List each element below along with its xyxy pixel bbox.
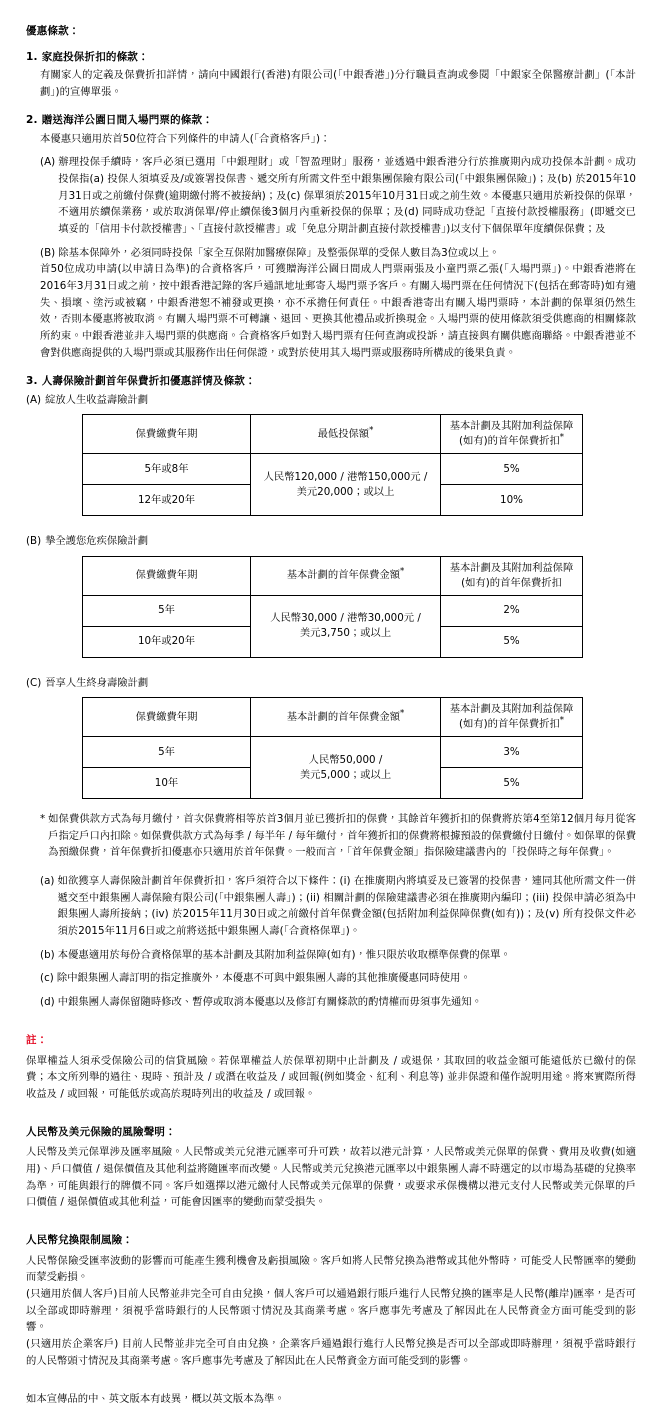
cell-first-year-premium: [251, 595, 441, 657]
rmb-risk-para-3: (只適用於企業客戶) 目前人民幣並非完全可自由兌換，企業客戶通過銀行進行人民幣兌換是否可以全部或即時辦理，須視乎當時銀行的人民幣頭寸情況及其商業考慮。客戶應事先考慮及了解因此在人民幣資金方面可能受到的影響。: [26, 1338, 636, 1367]
rate-table-c: [82, 697, 583, 799]
closing-statement: 如本宣傳品的中、英文版本有歧異，概以英文版本為準。: [26, 1393, 285, 1406]
header-discount-line1: 基本計劃及其附加利益保障: [449, 420, 574, 433]
subclause-a: [40, 873, 636, 940]
first-year-premium-line1: 人民幣50,000 /: [308, 753, 383, 766]
rmb-risk-para-1: 人民幣保險受匯率波動的影響而可能產生獲利機會及虧損風險。客戶如將人民幣兌換為港幣或其他外幣時，可能受人民幣匯率的變動而蒙受虧損。: [26, 1254, 636, 1284]
clause-a-body: 辦理投保手續時，客戶必須已選用「中銀理財」或「智盈理財」服務，並透過中銀香港分行於推廣期內成功投保本計劃。成功投保指(a) 投保人須填妥及/或簽署投保書、遞交所有所需文件至中銀集團保險有限公司(「中銀集團保險」)；及(b) 於2015年10月31日或之前繳付保費(逾期繳付將不被接納)；及(c) 保單須於2015年10月31日或之前生效。本優惠只適用於新投保的保單，不適用於續保業務，或於取消保單/停止續保後3個月內重新投保的保單；及(d) 同時成功登記「直接付款授權服務」(即遞交已填妥的「信用卡付款授權書」、「直接付款授權書」或「免息分期計劃直接付款授權書」)以支付下個保單年度續保保費；及: [58, 156, 636, 235]
cell-term: 5年或8年: [83, 454, 251, 485]
header-discount-line1: 基本計劃及其附加利益保障: [449, 703, 574, 716]
note-heading: 註：: [26, 1033, 48, 1046]
cell-term: 5年: [83, 595, 251, 626]
rmb-risk-para-2: (只適用於個人客戶)目前人民幣並非完全可自由兌換，個人客戶可以通過銀行賬戶進行人民幣兌換的匯率是人民幣(離岸)匯率，是否可以全部或即時辦理，須視乎當時銀行的人民幣頭寸情況及其商業考慮。客戶應事先考慮及了解因此在人民幣資金方面可能受到的影響。: [26, 1288, 636, 1334]
minimum-sum-line2: 美元20,000；或以上: [296, 485, 395, 498]
fx-risk-heading: 人民幣及美元保險的風險聲明：: [26, 1125, 176, 1138]
subclause-b-body: 本優惠適用於每份合資格保單的基本計劃及其附加利益保障(如有)，惟只限於收取標準保費的保單。: [57, 948, 511, 961]
note-body: 保單權益人須承受保險公司的信貸風險。若保單權益人於保單初期中止計劃及 / 或退保，其取回的收益金額可能遠低於已繳付的保費；本文所列舉的過往、現時、預計及 / 或潛在收益及 / 或回報(例如獎金、紅利、利息等) 並非保證和僅作說明用途。將來實際所得收益及 / 或回報，可能低於或高於現時列出的收益及 / 或回報。: [26, 1054, 636, 1100]
section-2-title: 贈送海洋公園日間入場門票的條款：: [41, 114, 213, 127]
header-discount: [441, 556, 583, 595]
header-payment-term: 保費繳費年期: [83, 556, 251, 595]
page-title: 優惠條款：: [26, 25, 80, 37]
subclause-d-body: 中銀集團人壽保留隨時修改、暫停或取消本優惠以及修訂有關條款的酌情權而毋須事先通知。: [57, 996, 482, 1009]
table-row: [83, 454, 583, 485]
section-3-title: 人壽保險計劃首年保費折扣優惠詳情及條款：: [41, 375, 256, 388]
header-first-year-premium-asterisk: *: [400, 708, 405, 719]
rate-table-b: [82, 556, 583, 658]
table-row: [83, 737, 583, 768]
header-first-year-premium-asterisk: *: [400, 566, 405, 577]
header-minimum-sum-asterisk: *: [369, 425, 374, 436]
header-discount: [441, 415, 583, 454]
cell-discount: 3%: [441, 737, 583, 768]
subclause-c: [40, 970, 636, 987]
cell-discount: 10%: [441, 485, 583, 516]
header-discount-line2: (如有)的首年保費折扣: [459, 435, 560, 448]
subclause-c-body: 除中銀集團人壽訂明的指定推廣外，本優惠不可與中銀集團人壽的其他推廣優惠同時使用。: [56, 972, 471, 985]
section-1-title: 家庭投保折扣的條款：: [41, 50, 149, 63]
header-discount-asterisk: *: [559, 432, 564, 443]
table-b-caption: [26, 533, 636, 549]
table-c-caption: [26, 675, 636, 691]
header-first-year-premium-text: 基本計劃的首年保費金額: [286, 569, 400, 582]
header-payment-term: 保費繳費年期: [83, 415, 251, 454]
subclause-a-label: (a): [40, 875, 55, 888]
header-discount-asterisk: *: [559, 715, 564, 726]
section-1-heading: [26, 49, 636, 65]
subclause-c-label: (c): [40, 972, 54, 985]
table-b-label: (B): [26, 535, 42, 548]
cell-term: 10年或20年: [83, 626, 251, 657]
section-2-intro: 本優惠只適用於首50位符合下列條件的申請人(「合資格客戶」)：: [40, 132, 331, 145]
cell-discount: 5%: [441, 454, 583, 485]
section-2-heading: [26, 112, 636, 128]
section-2-clause-a: [40, 154, 636, 237]
asterisk-footnote-body: 如保費供款方式為每月繳付，首次保費將相等於首3個月並已獲折扣的保費，其餘首年獲折扣的保費將於第4至第12個月每月從客戶指定戶口內扣除。如保費供款方式為每季 / 每半年 / 每年繳付，首年獲折扣的保費將根據預設的保費繳付日繳付。如保單的保費為預繳保費，首年保費折扣優惠亦只適用於首年保費。一般而言，「首年保費金額」指保險建議書內的「投保時之每年保費」。: [48, 813, 636, 859]
subclause-d-label: (d): [40, 996, 55, 1009]
header-discount: [441, 698, 583, 737]
cell-term: 5年: [83, 737, 251, 768]
first-year-premium-line2: 美元5,000；或以上: [299, 768, 392, 781]
table-c-name: 晉享人生終身壽險計劃: [45, 676, 149, 689]
table-a-caption: [26, 392, 636, 408]
header-discount-line2: (如有)的首年保費折扣: [459, 718, 560, 731]
clause-b-body: 除基本保障外，必須同時投保「家全互保附加醫療保障」及整張保單的受保人數目為3位或以上。: [58, 246, 500, 259]
asterisk-footnote: [40, 811, 636, 861]
table-row: [83, 595, 583, 626]
table-row: [83, 556, 583, 595]
section-3-number: 3.: [26, 375, 38, 388]
subclause-b-label: (b): [40, 948, 55, 961]
clause-a-label: (A): [40, 156, 56, 169]
asterisk-marker: *: [40, 813, 46, 826]
table-a-name: 綻放人生收益壽險計劃: [45, 393, 149, 406]
cell-discount: 2%: [441, 595, 583, 626]
cell-discount: 5%: [441, 626, 583, 657]
minimum-sum-line1: 人民幣120,000 / 港幣150,000元 /: [263, 470, 428, 483]
header-first-year-premium: [251, 556, 441, 595]
table-row: [83, 698, 583, 737]
subclause-a-body: 如欲獲享人壽保險計劃首年保費折扣，客戶須符合以下條件：(i) 在推廣期內將填妥及已簽署的投保書，連同其他所需文件一併遞交至中銀集團人壽保險有限公司(「中銀集團人壽」)；(ii) 相關計劃的保險建議書必須在推廣期內編印；(iii) 投保申請必須為中銀集團人壽所接納；(iv) 於2015年11月30日或之前繳付首年保費金額(包括附加利益保障保費(如有))；及(v) 所有投保文件必須於2015年11月6日或之前將送抵中銀集團人壽(「合資格保單」)。: [57, 875, 636, 938]
cell-discount: 5%: [441, 768, 583, 799]
table-c-label: (C): [26, 676, 42, 689]
cell-term: 12年或20年: [83, 485, 251, 516]
table-row: [83, 415, 583, 454]
section-2-closing: 首50位成功申請(以申請日為準)的合資格客戶，可獲贈海洋公園日間成人門票兩張及小童門票乙張(「入場門票」)。中銀香港將在2016年3月31日或之前，按中銀香港記錄的客戶通訊地址郵寄入場門票予客戶。有關入場門票在任何情況下(包括在郵寄時)如有遺失、損壞、塗污或被竊，中銀香港恕不補發或更換，亦不承擔任何責任。中銀香港寄出有關入場門票時，本計劃的保單須仍然生效，否則本優惠將被取消。有關入場門票不可轉讓、退回、更換其他禮品或折換現金。入場門票的使用條款須受供應商的相關條款所約束。中銀香港並非入場門票的供應商。合資格客戶如對入場門票有任何查詢或投訴，請直接與有關供應商聯絡。中銀香港並不會對供應商提供的入場門票或其服務作出任何保證，或對於使用其入場門票或服務時所構成的後果負責。: [40, 263, 636, 359]
header-first-year-premium: [251, 698, 441, 737]
section-1-number: 1.: [26, 50, 38, 63]
header-discount-line2: (如有)的首年保費折扣: [461, 576, 562, 589]
first-year-premium-line2: 美元3,750；或以上: [299, 627, 392, 640]
rate-table-a: [82, 414, 583, 516]
cell-first-year-premium: [251, 737, 441, 799]
table-b-name: 摯全護您危疾保險計劃: [45, 535, 149, 548]
cell-minimum-sum: [251, 454, 441, 516]
header-first-year-premium-text: 基本計劃的首年保費金額: [286, 710, 400, 723]
subclause-d: [40, 994, 636, 1011]
clause-b-label: (B): [40, 246, 56, 259]
subclause-b: [40, 947, 636, 964]
rmb-risk-heading: 人民幣兌換限制風險：: [26, 1233, 133, 1246]
section-2-clause-b: [40, 245, 636, 262]
table-a-label: (A): [26, 393, 42, 406]
section-2-number: 2.: [26, 114, 38, 127]
fx-risk-body: 人民幣及美元保單涉及匯率風險。人民幣或美元兌港元匯率可升可跌，故若以港元計算，人民幣或美元保單的保費、費用及收費(如適用)、戶口價值 / 退保價值及其他利益將隨匯率而改變。人民幣或美元兌換港元匯率以中銀集團人壽不時選定的以市場為基礎的兌換率為準，可能與銀行的牌價不同。客戶如選擇以港元繳付人民幣或美元保單的保費，或要求承保機構以港元支付人民幣或美元保單的戶口價值 / 退保價值或其他利益，可能會因匯率的變動而蒙受損失。: [26, 1146, 636, 1209]
cell-term: 10年: [83, 768, 251, 799]
header-minimum-sum: [251, 415, 441, 454]
header-payment-term: 保費繳費年期: [83, 698, 251, 737]
header-discount-line1: 基本計劃及其附加利益保障: [449, 561, 574, 574]
header-minimum-sum-text: 最低投保額: [317, 427, 370, 440]
section-1-body: 有關家人的定義及保費折扣詳情，請向中國銀行(香港)有限公司(「中銀香港」)分行職員查詢或參閱「中銀家全保醫療計劃」(「本計劃」)的宣傳單張。: [40, 69, 636, 98]
section-3-heading: [26, 373, 636, 389]
first-year-premium-line1: 人民幣30,000 / 港幣30,000元 /: [270, 612, 421, 625]
